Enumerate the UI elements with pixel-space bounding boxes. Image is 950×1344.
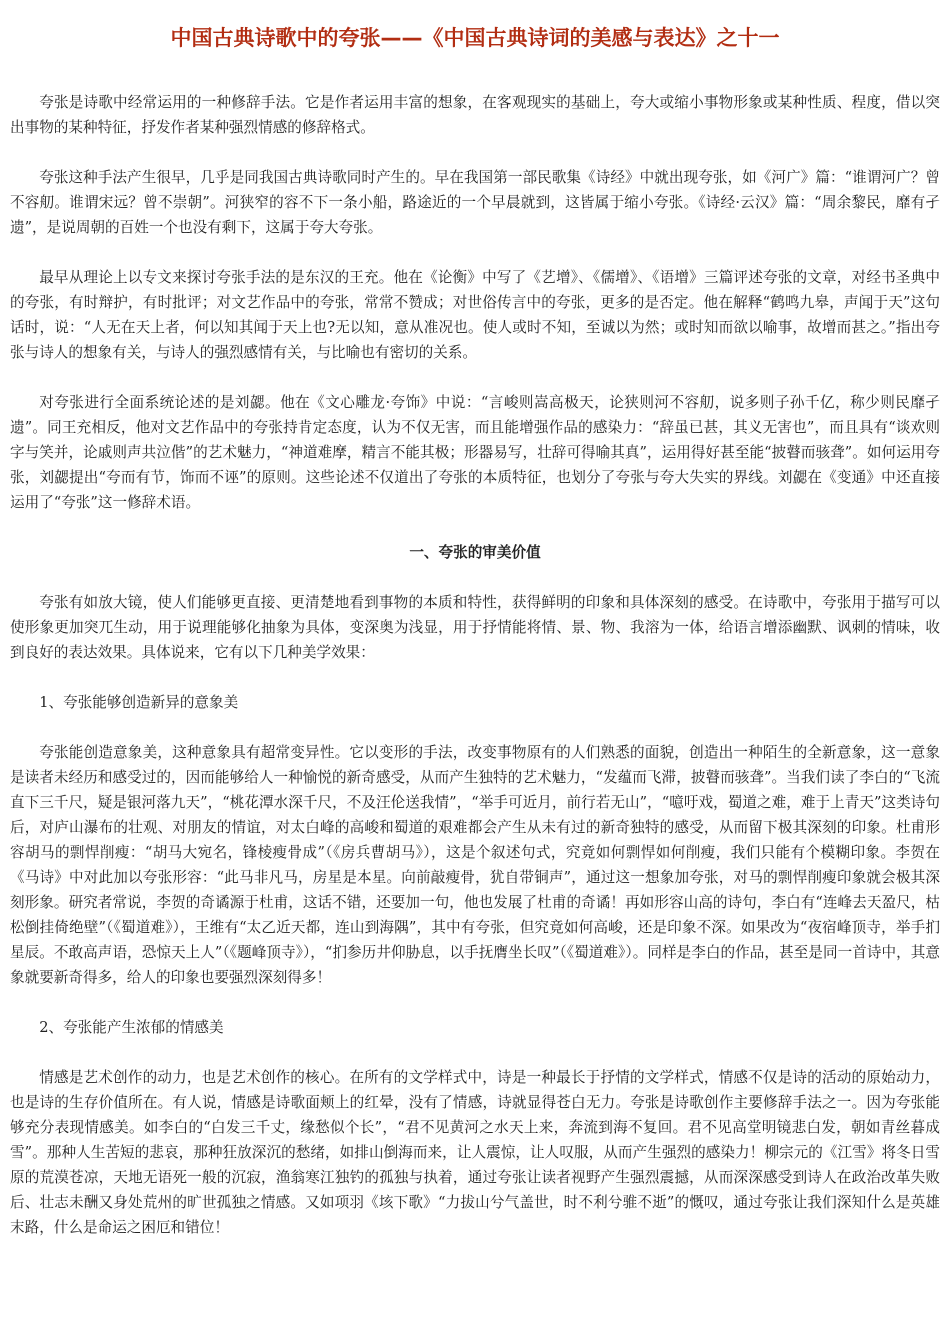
imagery-paragraph: 夸张能创造意象美，这种意象具有超常变异性。它以变形的手法，改变事物原有的人们熟悉的面貌，创造出一种陌生的全新意象，这一意象是读者未经历和感受过的，因而能够给人一种愉悦的新奇感受，从而产生独特的艺术魅力，“发蕴而飞滞，披瞽而骇聋”。当我们读了李白的“飞流直下三千尺，疑是银河落九天”，“桃花潭水深千尺，不及汪伦送我情”，“举手可近月，前行若无山”，“噫吁戏，蜀道之难，难于上青天”这类诗句后，对庐山瀑布的壮观、对朋友的情谊，对太白峰的高峻和蜀道的艰难都会产生从未有过的新奇独特的感受，从而留下极其深刻的印象。杜甫形容胡马的剽悍削瘦：“胡马大宛名，锋棱瘦骨成”（《房兵曹胡马》），这是个叙述句式，究竟如何剽悍如何削瘦，我们只能有个模糊印象。李贺在《马诗》中对此加以夸张形容：“此马非凡马，房星是本星。向前敲瘦骨，犹自带铜声”，通过这一想象加夸张，对马的剽悍削瘦印象就会极其深刻形象。研究者常说，李贺的奇谲源于杜甫，这话不错，还要加一句，他也发展了杜甫的奇谲！再如形容山高的诗句，李白有“连峰去天盈尺，枯松倒挂倚绝壁”（《蜀道难》），王维有“太乙近天都，连山到海隅”，其中有夸张，但究竟如何高峻，还是印象不深。如果改为“夜宿峰顶寺，举手扪星辰。不敢高声语，恐惊天上人”（《题峰顶寺》），“扪参历井仰胁息，以手抚膺坐长叹”（《蜀道难》）。同样是李白的作品，甚至是同一首诗中，其意象就要新奇得多，给人的印象也要强烈深刻得多！	[10, 744, 940, 986]
emotion-paragraph: 情感是艺术创作的动力，也是艺术创作的核心。在所有的文学样式中，诗是一种最长于抒情的文学样式，情感不仅是诗的活动的原始动力，也是诗的生存价值所在。有人说，情感是诗歌面颊上的红晕，没有了情感，诗就显得苍白无力。夸张是诗歌创作主要修辞手法之一。因为夸张能够充分表现情感美。如李白的“白发三千丈，缘愁似个长”，“君不见黄河之水天上来，奔流到海不复回。君不见高堂明镜悲白发，朝如青丝暮成雪”。那种人生苦短的悲哀，那种狂放深沉的愁绪，如排山倒海而来，让人震惊，让人叹服，从而产生强烈的感染力！柳宗元的《江雪》将冬日雪原的荒漠苍凉，天地无语死一般的沉寂，渔翁寒江独钓的孤独与执着，通过夸张让读者视野产生强烈震撼，从而深深感受到诗人在政治改革失败后、壮志未酬又身处荒州的旷世孤独之情感。又如项羽《垓下歌》“力拔山兮气盖世，时不利兮骓不逝”的慨叹，通过夸张让我们深知什么是英雄末路，什么是命运之困厄和错位！	[10, 1069, 940, 1236]
intro-paragraph-2: 夸张这种手法产生很早，几乎是同我国古典诗歌同时产生的。早在我国第一部民歌集《诗经》中就出现夸张，如《河广》篇：“谁谓河广？曾不容舠。谁谓宋远？曾不崇朝”。河狭窄的容不下一条小船，路途近的一个早晨就到，这皆属于缩小夸张。《诗经·云汉》篇：“周余黎民，靡有孑遗”，是说周朝的百姓一个也没有剩下，这属于夸大夸张。	[10, 169, 940, 236]
intro-paragraph-1: 夸张是诗歌中经常运用的一种修辞手法。它是作者运用丰富的想象，在客观现实的基础上，夸大或缩小事物形象或某种性质、程度，借以突出事物的某种特征，抒发作者某种强烈情感的修辞格式。	[10, 94, 940, 136]
subheading-emotion: 2、夸张能产生浓郁的情感美	[39, 1019, 224, 1036]
section-heading: 一、夸张的审美价值	[409, 544, 541, 561]
intro-paragraph-3: 最早从理论上以专文来探讨夸张手法的是东汉的王充。他在《论衡》中写了《艺增》、《儒增》、《语增》三篇评述夸张的文章，对经书圣典中的夸张，有时辩护，有时批评；对文艺作品中的夸张，常常不赞成；对世俗传言中的夸张，更多的是否定。他在解释“鹤鸣九皋，声闻于天”这句话时，说：“人无在天上者，何以知其闻于天上也?无以知，意从准况也。使人或时不知，至诚以为然；或时知而欲以喻事，故增而甚之。”指出夸张与诗人的想象有关，与诗人的强烈感情有关，与比喻也有密切的关系。	[10, 269, 940, 361]
subheading-imagery: 1、夸张能够创造新异的意象美	[39, 694, 239, 711]
section-intro-paragraph: 夸张有如放大镜，使人们能够更直接、更清楚地看到事物的本质和特性，获得鲜明的印象和具体深刻的感受。在诗歌中，夸张用于描写可以使形象更加突兀生动，用于说理能够化抽象为具体，变深奥为浅显，用于抒情能将情、景、物、我溶为一体，给语言增添幽默、讽刺的情味，收到良好的表达效果。具体说来，它有以下几种美学效果：	[10, 594, 940, 661]
intro-paragraph-4: 对夸张进行全面系统论述的是刘勰。他在《文心雕龙·夸饰》中说：“言峻则嵩高极天，论狭则河不容舠，说多则子孙千亿，称少则民靡孑遗”。同王充相反，他对文艺作品中的夸张持肯定态度，认为不仅无害，而且能增强作品的感染力：“辞虽已甚，其义无害也”，而且具有“谈欢则字与笑并，论戚则声共泣偕”的艺术魅力，“神道难摩，精言不能其极；形器易写，壮辞可得喻其真”，运用得好甚至能“披瞽而骇聋”。如何运用夸张，刘勰提出“夸而有节，饰而不诬”的原则。这些论述不仅道出了夸张的本质特征，也划分了夸张与夸大失实的界线。刘勰在《变通》中还直接运用了“夸张”这一修辞术语。	[10, 394, 940, 511]
page-title: 中国古典诗歌中的夸张——《中国古典诗词的美感与表达》之十一	[170, 26, 780, 50]
